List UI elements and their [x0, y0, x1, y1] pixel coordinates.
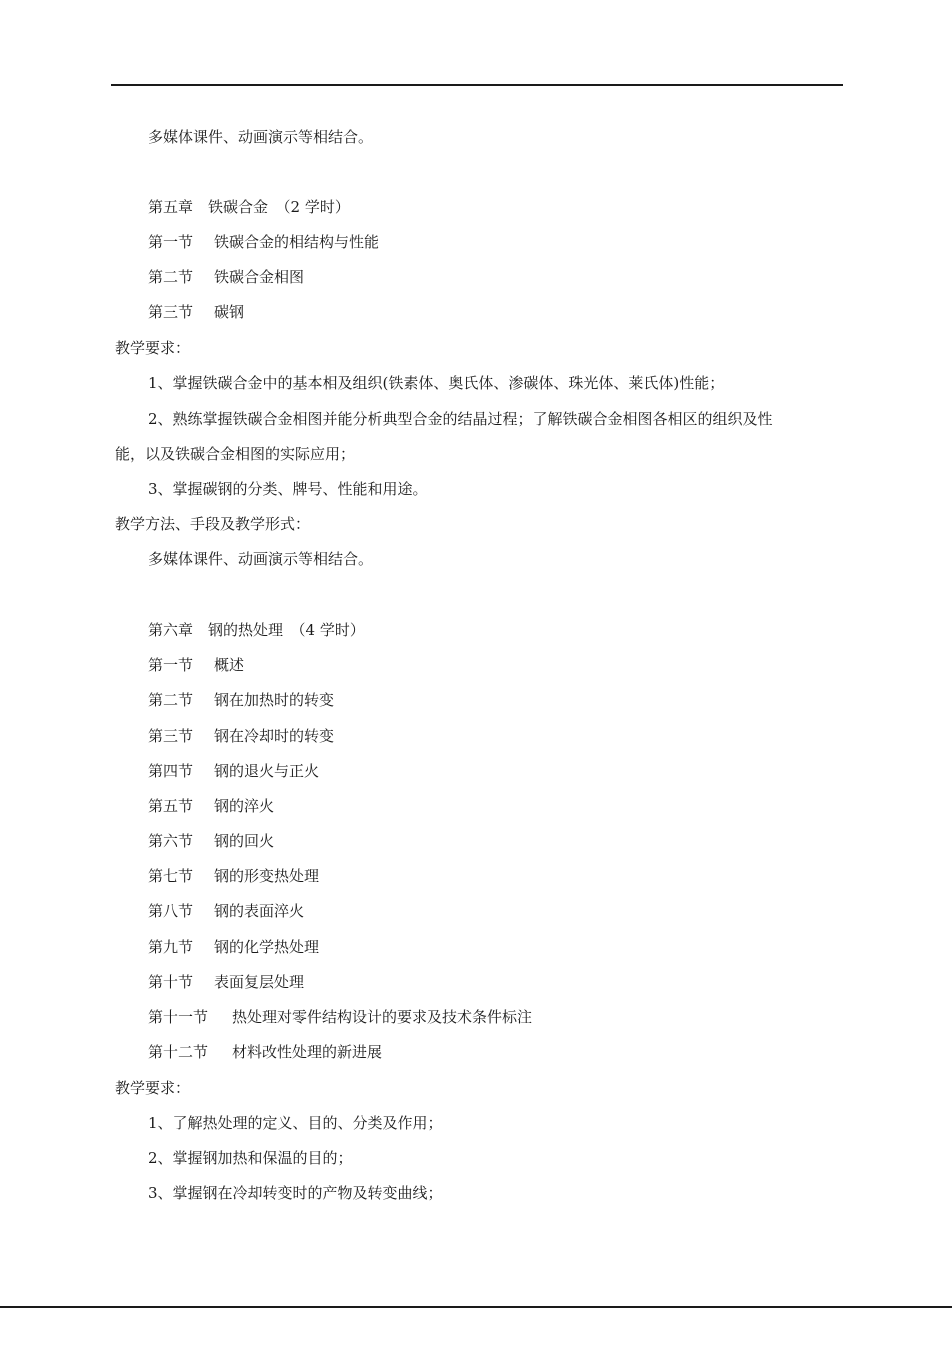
- section-heading: [148, 302, 244, 322]
- section-number: 第二节: [148, 268, 194, 286]
- section-number: 第五节: [148, 797, 194, 815]
- section-number: 第三节: [148, 727, 194, 745]
- header-rule: [111, 84, 843, 86]
- section-title: 表面复层处理: [214, 973, 305, 991]
- section-heading: [148, 901, 304, 921]
- section-number: 第八节: [148, 902, 194, 920]
- method-label: 教学方法、手段及教学形式：: [115, 515, 311, 533]
- requirement-item: 1、掌握铁碳合金中的基本相及组织(铁素体、奥氏体、渗碳体、珠光体、莱氏体)性能；: [148, 374, 725, 392]
- section-heading: [148, 690, 334, 710]
- method-text: 多媒体课件、动画演示等相结合。: [148, 550, 374, 568]
- section-title: 钢在冷却时的转变: [214, 727, 335, 745]
- section-number: 第三节: [148, 303, 194, 321]
- requirement-item: 2、掌握钢加热和保温的目的；: [148, 1149, 353, 1167]
- section-heading: [148, 972, 304, 992]
- section-title: 钢在加热时的转变: [214, 691, 335, 709]
- section-number: 第十节: [148, 973, 194, 991]
- section-heading: [148, 1042, 382, 1062]
- section-number: 第四节: [148, 762, 194, 780]
- method-text-prev: 多媒体课件、动画演示等相结合。: [148, 128, 374, 146]
- requirement-item: 1、了解热处理的定义、目的、分类及作用；: [148, 1114, 443, 1132]
- footer-rule: [0, 1306, 952, 1308]
- section-heading: [148, 796, 274, 816]
- section-heading: [148, 761, 319, 781]
- section-title: 热处理对零件结构设计的要求及技术条件标注: [232, 1008, 533, 1026]
- section-heading: [148, 655, 244, 675]
- section-title: 铁碳合金相图: [214, 268, 305, 286]
- section-title: 钢的形变热处理: [214, 867, 320, 885]
- section-number: 第一节: [148, 233, 194, 251]
- section-heading: [148, 866, 319, 886]
- section-heading: [148, 232, 379, 252]
- section-number: 第七节: [148, 867, 194, 885]
- chapter-5-title: 第五章 铁碳合金 （2 学时）: [148, 198, 350, 216]
- section-number: 第十二节: [148, 1043, 209, 1061]
- section-number: 第六节: [148, 832, 194, 850]
- section-title: 钢的回火: [214, 832, 275, 850]
- section-title: 碳钢: [214, 303, 245, 321]
- section-title: 材料改性处理的新进展: [232, 1043, 383, 1061]
- section-title: 钢的淬火: [214, 797, 275, 815]
- section-heading: [148, 726, 334, 746]
- section-number: 第一节: [148, 656, 194, 674]
- section-heading: [148, 937, 319, 957]
- requirements-label: 教学要求：: [115, 1079, 191, 1097]
- section-title: 钢的表面淬火: [214, 902, 305, 920]
- requirement-item: 3、掌握钢在冷却转变时的产物及转变曲线；: [148, 1184, 443, 1202]
- section-number: 第十一节: [148, 1008, 209, 1026]
- section-number: 第二节: [148, 691, 194, 709]
- requirement-item: 3、掌握碳钢的分类、牌号、性能和用途。: [148, 480, 428, 498]
- section-heading: [148, 1007, 532, 1027]
- section-number: 第九节: [148, 938, 194, 956]
- section-title: 概述: [214, 656, 245, 674]
- requirement-item: 2、熟练掌握铁碳合金相图并能分析典型合金的结晶过程；了解铁碳合金相图各相区的组织及性: [148, 410, 773, 428]
- section-title: 钢的化学热处理: [214, 938, 320, 956]
- section-title: 钢的退火与正火: [214, 762, 320, 780]
- requirements-label: 教学要求：: [115, 339, 191, 357]
- section-heading: [148, 267, 304, 287]
- requirement-item-continued: 能，以及铁碳合金相图的实际应用；: [115, 445, 356, 463]
- section-title: 铁碳合金的相结构与性能: [214, 233, 380, 251]
- section-heading: [148, 831, 274, 851]
- chapter-6-title: 第六章 钢的热处理 （4 学时）: [148, 621, 365, 639]
